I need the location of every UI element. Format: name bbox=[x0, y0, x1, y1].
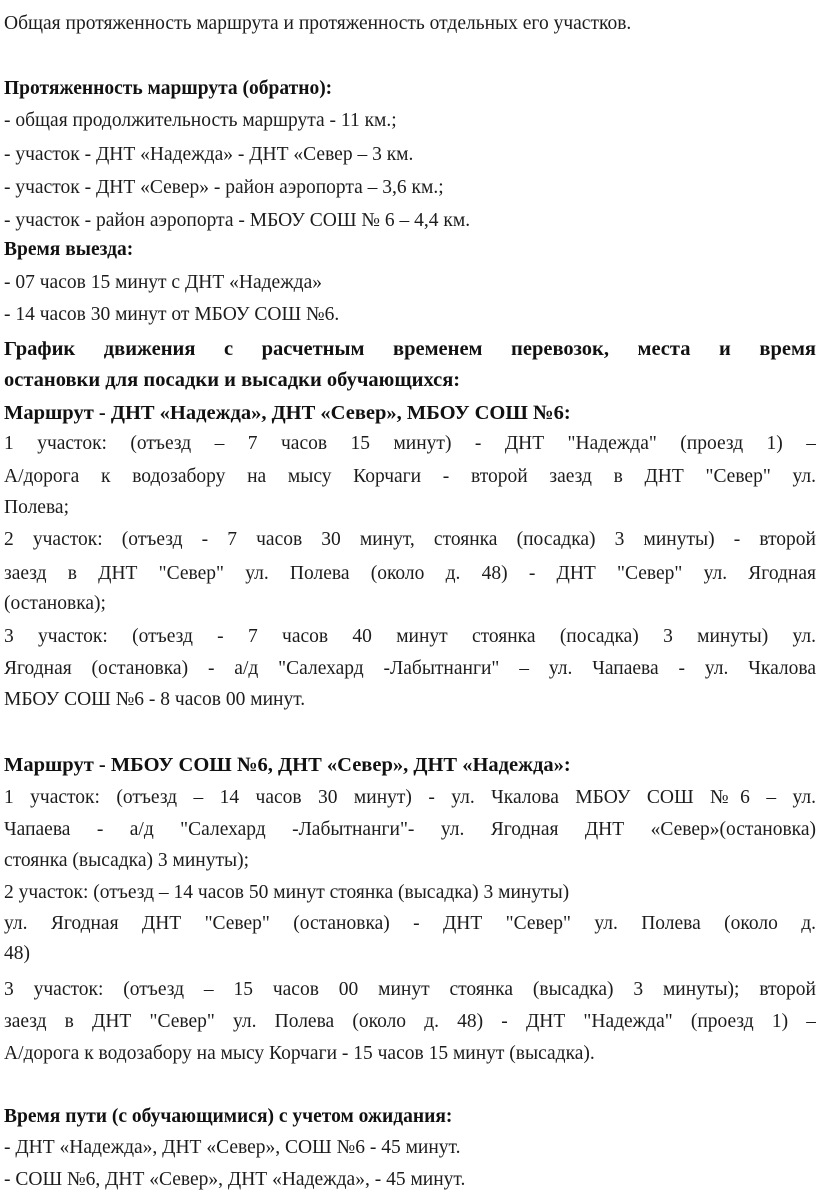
length-item: - участок - ДНТ «Надежда» - ДНТ «Север – 3 км. bbox=[4, 144, 414, 165]
route1-line: 3 участок: (отъезд - 7 часов 40 минут стоянка (посадка) 3 минуты) ул. bbox=[4, 626, 816, 647]
departure-heading: Время выезда: bbox=[4, 239, 134, 260]
route1-line: А/дорога к водозабору на мысу Корчаги - второй заезд в ДНТ "Север" ул. bbox=[4, 466, 816, 487]
route2-line: ул. Ягодная ДНТ "Север" (остановка) - ДНТ "Север" ул. Полева (около д. bbox=[4, 913, 816, 934]
route1-line: Ягодная (остановка) - а/д "Салехард -Лабытнанги" – ул. Чапаева - ул. Чкалова bbox=[4, 658, 816, 679]
route1-line: Полева; bbox=[4, 497, 69, 518]
route2-line: стоянка (высадка) 3 минуты); bbox=[4, 850, 250, 871]
schedule-heading-line: остановки для посадки и высадки обучающихся: bbox=[4, 369, 461, 391]
route2-line: заезд в ДНТ "Север" ул. Полева (около д. 48) - ДНТ "Надежда" (проезд 1) – bbox=[4, 1011, 816, 1032]
route2-line: 3 участок: (отъезд – 15 часов 00 минут стоянка (высадка) 3 минуты); второй bbox=[4, 979, 816, 1000]
route2-line: 2 участок: (отъезд – 14 часов 50 минут стоянка (высадка) 3 минуты) bbox=[4, 882, 570, 903]
route1-line: 1 участок: (отъезд – 7 часов 15 минут) - ДНТ "Надежда" (проезд 1) – bbox=[4, 433, 816, 454]
route2-title: Маршрут - МБОУ СОШ №6, ДНТ «Север», ДНТ «Надежда»: bbox=[4, 754, 571, 776]
intro-line: Общая протяженность маршрута и протяженность отдельных его участков. bbox=[4, 13, 632, 34]
travel-time-item: - ДНТ «Надежда», ДНТ «Север», СОШ №6 - 45 минут. bbox=[4, 1137, 461, 1158]
route1-line: МБОУ СОШ №6 - 8 часов 00 минут. bbox=[4, 689, 306, 710]
length-item: - участок - район аэропорта - МБОУ СОШ № 6 – 4,4 км. bbox=[4, 210, 471, 231]
route2-line: А/дорога к водозабору на мысу Корчаги - 15 часов 15 минут (высадка). bbox=[4, 1043, 595, 1064]
route2-line: 48) bbox=[4, 943, 30, 964]
route2-line: Чапаева - а/д "Салехард -Лабытнанги"- ул. Ягодная ДНТ «Север»(остановка) bbox=[4, 819, 816, 840]
route1-line: заезд в ДНТ "Север" ул. Полева (около д. 48) - ДНТ "Север" ул. Ягодная bbox=[4, 563, 816, 584]
route1-line: 2 участок: (отъезд - 7 часов 30 минут, стоянка (посадка) 3 минуты) - второй bbox=[4, 529, 816, 550]
route1-title: Маршрут - ДНТ «Надежда», ДНТ «Север», МБОУ СОШ №6: bbox=[4, 402, 571, 424]
departure-item: - 07 часов 15 минут с ДНТ «Надежда» bbox=[4, 272, 322, 293]
route1-line: (остановка); bbox=[4, 593, 106, 614]
travel-time-item: - СОШ №6, ДНТ «Север», ДНТ «Надежда», - 45 минут. bbox=[4, 1169, 466, 1190]
route2-line: 1 участок: (отъезд – 14 часов 30 минут) - ул. Чкалова МБОУ СОШ №6 – ул. bbox=[4, 787, 816, 808]
length-item: - участок - ДНТ «Север» - район аэропорта – 3,6 км.; bbox=[4, 177, 444, 198]
length-item: - общая продолжительность маршрута - 11 км.; bbox=[4, 110, 397, 131]
length-heading: Протяженность маршрута (обратно): bbox=[4, 78, 333, 99]
schedule-heading-line: График движения с расчетным временем перевозок, места и время bbox=[4, 338, 816, 360]
travel-time-heading: Время пути (с обучающимися) с учетом ожидания: bbox=[4, 1106, 453, 1127]
departure-item: - 14 часов 30 минут от МБОУ СОШ №6. bbox=[4, 304, 340, 325]
